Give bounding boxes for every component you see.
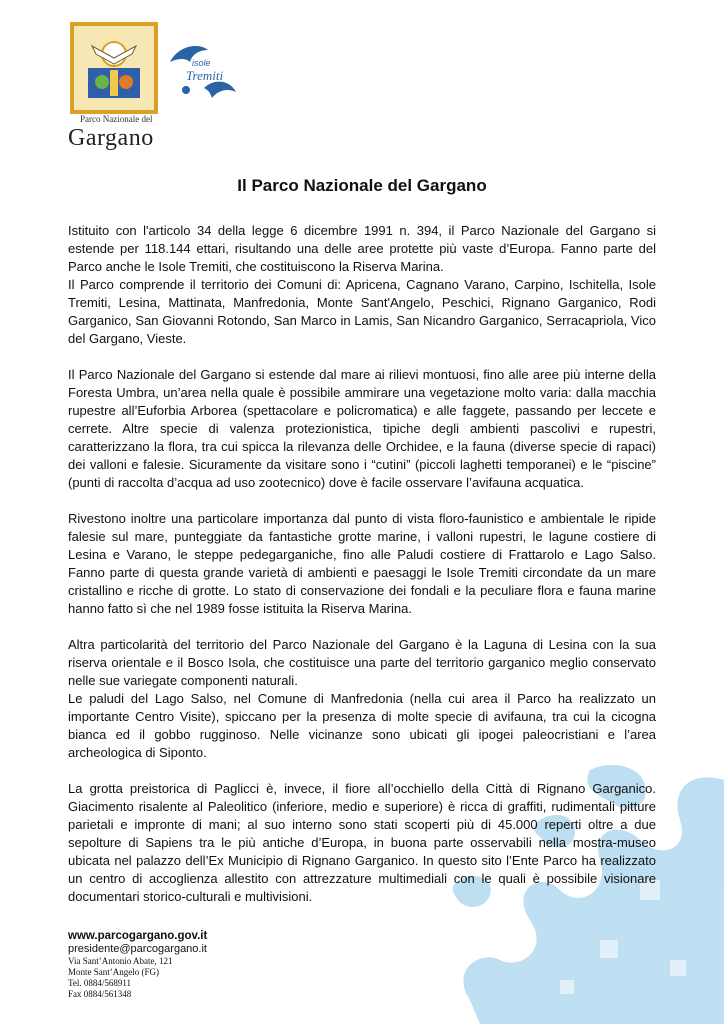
park-emblem-icon: [74, 26, 154, 110]
park-logo: [68, 22, 158, 151]
paragraph: Il Parco comprende il territorio dei Comuni di: Apricena, Cagnano Varano, Carpino, Ischitella, Isole Tremiti, Lesina, Mattinata, Manfredonia, Monte Sant'Angelo, Peschici, Rignano Garganico, Rodi Garganico, San Giovanni Rotondo, San Marco in Lamis, San Nicandro Garganico, Serracapriola, Vico del Gargano, Vieste.: [68, 277, 656, 346]
page-title: Il Parco Nazionale del Gargano: [237, 176, 487, 195]
paragraph: La grotta preistorica di Paglicci è, invece, il fiore all’occhiello della Città di Rignano Garganico. Giacimento risalente al Paleolitico (inferiore, medio e superiore) è ricca di graffiti, rudimentali pitture parietali e impronte di mani; al suo interno sono stati scoperti più di 45.000 reperti oltre a due sepolture di Sapiens tra le più antiche d’Europa, in buona parte osservabili nella mostra-museo ubicata nel palazzo dell’Ex Municipio di Rignano Garganico. In questo sito l’Ente Parco ha realizzato un centro di accoglienza allestito con attrezzature multimediali con le quali è possibile visionare documentari storico-culturali e multivisioni.: [68, 781, 656, 904]
paragraph: Le paludi del Lago Salso, nel Comune di Manfredonia (nella cui area il Parco ha realizzato un importante Centro Visite), spiccano per la presenza di molte specie di avifauna, tra cui la cicogna bianca ed il gobbo rugginoso. Nelle vicinanze sono ubicati gli ipogei paleocristiani e l’area archeologica di Siponto.: [68, 691, 656, 760]
phone-number: Tel. 0884/568911: [68, 978, 132, 988]
park-logo-subtitle: Parco Nazionale del: [80, 114, 153, 124]
tremiti-logo-name: Tremiti: [186, 68, 224, 83]
fax-number: Fax 0884/561348: [68, 989, 132, 999]
email-link[interactable]: presidente@parcogargano.it: [68, 943, 207, 955]
park-logo-name: Gargano: [68, 125, 154, 151]
website-link[interactable]: www.parcogargano.gov.it: [68, 930, 208, 942]
paragraph: Rivestono inoltre una particolare importanza dal punto di vista floro-faunistico e ambientale le ripide falesie sul mare, punteggiate da fantastiche grotte marine, i valloni rupestri, le lagune costiere di Lesina e Varano, le steppe pedegarganiche, fino alle Paludi costiere di Frattarolo e Lago Salso. Fanno parte di questa grande varietà di ambienti e paesaggi le Isole Tremiti circondate da un mare cristallino e ricche di grotte. Lo stato di conservazione dei fondali e la peculiare flora e fauna marine hanno fatto sì che nel 1989 fosse istituita la Riserva Marina.: [68, 511, 656, 616]
park-logo-emblem: [70, 22, 158, 114]
address-city: Monte Sant’Angelo (FG): [68, 967, 159, 977]
body-text: [68, 222, 656, 906]
paragraph: Altra particolarità del territorio del Parco Nazionale del Gargano è la Laguna di Lesina con la sua riserva orientale e il Bosco Isola, che costituisce una parte del territorio garganico meglio conservato nelle sue variegate componenti naturali.: [68, 637, 656, 688]
tremiti-logo: [164, 40, 240, 102]
tremiti-logo-small: isole: [192, 58, 211, 68]
paragraph: Il Parco Nazionale del Gargano si estende dal mare ai rilievi montuosi, fino alle aree più interne della Foresta Umbra, un’area nella quale è possibile ammirare una vegetazione molto varia: dalla macchia rupestre all’Euforbia Arborea (spettacolare e policromatica) e alle faggete, passando per leccete e cerrete. Altre specie di valenza protezionistica, tipiche degli ambienti pascolivi e rupestri, caratterizzano la flora, tra cui spicca la rilevanza delle Orchidee, e la fauna (diverse specie di rapaci) dei valloni e falesie. Sicuramente da visitare sono i “cutini” (piccoli laghetti temporanei) e le “piscine” (punti di raccolta d’acqua ad uso zootecnico) dove è facile osservare l’avifauna acquatica.: [68, 367, 656, 490]
address-line: Via Sant’Antonio Abate, 121: [68, 956, 173, 966]
footer-contacts: [68, 930, 207, 1000]
paragraph: Istituito con l'articolo 34 della legge 6 dicembre 1991 n. 394, il Parco Nazionale del Gargano si estende per 118.144 ettari, risultando una delle aree protette più vaste d’Europa. Fanno parte del Parco anche le Isole Tremiti, che costituiscono la Riserva Marina.: [68, 223, 656, 274]
